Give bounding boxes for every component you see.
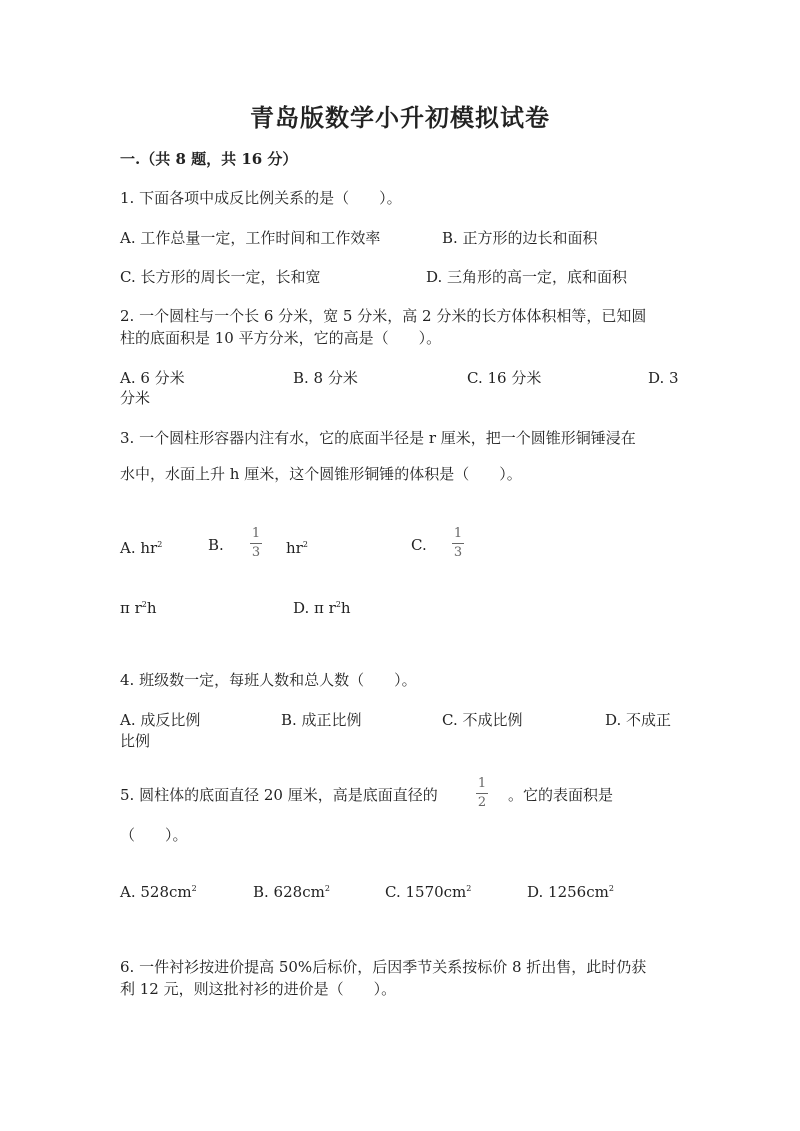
question-4-stem: 4. 班级数一定，每班人数和总人数（ ）。 [120, 671, 417, 689]
fraction-denominator: 3 [453, 545, 463, 560]
question-1-option-c: C. 长方形的周长一定，长和宽 [120, 268, 321, 286]
question-2-stem-line-1: 2. 一个圆柱与一个长 6 分米，宽 5 分米，高 2 分米的长方体体积相等，已知圆 [120, 307, 647, 325]
fraction-bar [452, 543, 464, 544]
question-2-option-c: C. 16 分米 [467, 369, 542, 387]
question-3-option-c-continued [120, 595, 157, 618]
exponent: 2 [141, 600, 147, 609]
question-5-stem-part-2: 。它的表面积是 [508, 786, 614, 804]
question-2-option-a: A. 6 分米 [120, 369, 185, 387]
option-b-tail: hr [286, 539, 303, 557]
exponent: 2 [191, 884, 197, 893]
option-a-expression: A. hr [120, 539, 158, 557]
question-4-option-d: D. 不成正 [605, 711, 672, 729]
fraction-bar [476, 793, 488, 794]
option-c-tail: h [146, 599, 157, 617]
option-b-text: B. 628cm [253, 883, 325, 901]
option-d-tail: h [340, 599, 351, 617]
question-5-fraction [474, 777, 490, 810]
question-3-stem-line-2: 水中，水面上升 h 厘米，这个圆锥形铜锤的体积是（ ）。 [120, 465, 522, 483]
question-5-option-a [120, 879, 197, 902]
fraction-numerator: 1 [453, 526, 463, 541]
question-3-option-c-label: C. [411, 536, 427, 554]
question-5-option-c [385, 879, 471, 902]
fraction-numerator: 1 [251, 526, 261, 541]
exponent: 2 [302, 540, 308, 549]
question-1-option-b: B. 正方形的边长和面积 [442, 229, 598, 247]
option-c-expression: π r [120, 599, 142, 617]
question-2-stem-line-2: 柱的底面积是 10 平方分米，它的高是（ ）。 [120, 329, 442, 347]
option-d-expression: D. π r [293, 599, 336, 617]
question-6-stem-line-1: 6. 一件衬衫按进价提高 50%后标价，后因季节关系按标价 8 折出售，此时仍获 [120, 958, 647, 976]
question-3-option-c-fraction [450, 527, 466, 560]
section-heading: 一.（共 8 题，共 16 分） [120, 150, 298, 168]
exponent: 2 [324, 884, 330, 893]
question-1-option-d: D. 三角形的高一定，底和面积 [426, 268, 628, 286]
page-title: 青岛版数学小升初模拟试卷 [250, 103, 550, 132]
fraction-bar [250, 543, 262, 544]
question-3-stem-line-1: 3. 一个圆柱形容器内注有水，它的底面半径是 r 厘米，把一个圆锥形铜锤浸在 [120, 429, 636, 447]
question-1-stem: 1. 下面各项中成反比例关系的是（ ）。 [120, 189, 402, 207]
question-5-stem-line-2: （ ）。 [120, 826, 188, 844]
fraction-numerator: 1 [477, 776, 487, 791]
option-a-text: A. 528cm [120, 883, 192, 901]
question-6-stem-line-2: 利 12 元，则这批衬衫的进价是（ ）。 [120, 980, 397, 998]
question-2-option-d-continued: 分米 [120, 389, 151, 407]
exponent: 2 [608, 884, 614, 893]
question-5-option-b [253, 879, 330, 902]
question-2-option-d: D. 3 [648, 369, 679, 387]
option-c-text: C. 1570cm [385, 883, 467, 901]
exponent: 2 [335, 600, 341, 609]
question-3-option-b-fraction [248, 527, 264, 560]
question-4-option-c: C. 不成比例 [442, 711, 523, 729]
question-4-option-a: A. 成反比例 [120, 711, 201, 729]
exponent: 2 [157, 540, 163, 549]
question-1-option-a: A. 工作总量一定，工作时间和工作效率 [120, 229, 381, 247]
question-3-option-b-label: B. [208, 536, 224, 554]
question-4-option-d-continued: 比例 [120, 732, 151, 750]
option-d-text: D. 1256cm [527, 883, 609, 901]
question-3-option-d [293, 595, 351, 618]
question-3-option-b-expression [286, 535, 308, 558]
question-5-option-d [527, 879, 614, 902]
fraction-denominator: 3 [251, 545, 261, 560]
question-4-option-b: B. 成正比例 [281, 711, 362, 729]
question-3-option-a [120, 535, 162, 558]
exponent: 2 [466, 884, 472, 893]
fraction-denominator: 2 [477, 795, 487, 810]
question-2-option-b: B. 8 分米 [293, 369, 358, 387]
question-5-stem-part-1: 5. 圆柱体的底面直径 20 厘米，高是底面直径的 [120, 786, 438, 804]
